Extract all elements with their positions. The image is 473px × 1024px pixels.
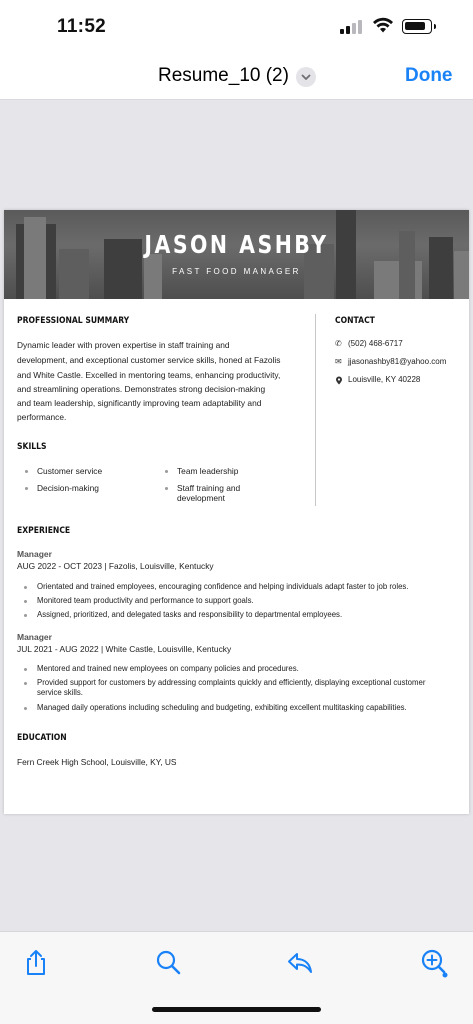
search-icon — [154, 948, 182, 976]
skills-heading: SKILLS — [17, 442, 47, 452]
skill-item-continued: development — [177, 493, 225, 503]
status-time: 11:52 — [57, 16, 107, 37]
job-bullet: Mentored and trained new employees on company policies and procedures. — [37, 664, 457, 675]
done-button[interactable]: Done — [405, 65, 453, 86]
job-title: Manager — [17, 632, 52, 642]
phone-text: (502) 468-6717 — [348, 339, 403, 348]
job-bullet: Orientated and trained employees, encouraging confidence and helping individuals adapt faster to job roles. — [37, 582, 457, 593]
job-title: Manager — [17, 549, 52, 559]
title-menu-button[interactable] — [296, 67, 316, 87]
cellular-signal-icon — [340, 20, 364, 34]
skill-item: Customer service — [37, 466, 103, 476]
share-icon — [22, 948, 50, 976]
location-pin-icon — [335, 376, 343, 384]
reply-button[interactable] — [286, 948, 314, 976]
home-indicator — [152, 1007, 321, 1012]
job-meta: AUG 2022 - OCT 2023 | Fazolis, Louisville, Kentucky — [17, 561, 214, 571]
summary-line: and streamlining operations. Demonstrates strong decision-making — [17, 384, 266, 394]
skill-item: Decision-making — [37, 483, 99, 493]
markup-icon — [420, 948, 448, 978]
summary-line: development, and exceptional customer service skills, honed at Fazolis — [17, 355, 281, 365]
status-bar — [0, 0, 473, 52]
skill-item: Team leadership — [177, 466, 239, 476]
job-bullet: Monitored team productivity and performance to support goals. — [37, 596, 457, 607]
wifi-icon — [372, 16, 394, 34]
navigation-bar — [0, 52, 473, 100]
document-title[interactable]: Resume_10 (2) — [158, 65, 289, 86]
location-text: Louisville, KY 40228 — [348, 375, 421, 384]
resume-name: JASON ASHBY — [144, 230, 329, 259]
resume-role: FAST FOOD MANAGER — [172, 267, 301, 276]
education-heading: EDUCATION — [17, 733, 67, 743]
summary-heading: PROFESSIONAL SUMMARY — [17, 316, 130, 326]
markup-button[interactable] — [420, 948, 448, 976]
skill-item: Staff training and — [177, 483, 241, 493]
job-bullet: Managed daily operations including scheduling and budgeting, exhibiting excellent multitasking capabilities. — [37, 703, 457, 714]
job-meta: JUL 2021 - AUG 2022 | White Castle, Louisville, Kentucky — [17, 644, 232, 654]
contact-heading: CONTACT — [335, 316, 375, 326]
chevron-down-icon — [296, 67, 316, 87]
education-entry: Fern Creek High School, Louisville, KY, US — [17, 757, 177, 767]
experience-heading: EXPERIENCE — [17, 526, 71, 536]
reply-icon — [286, 948, 314, 976]
header-banner-image — [4, 210, 469, 299]
job-bullet-continued: service skills. — [37, 688, 83, 697]
summary-line: and White Castle. Excelled in mentoring teams, enhancing productivity, — [17, 370, 281, 380]
job-bullet: Assigned, prioritized, and delegated tasks and responsibility to departmental employees. — [37, 610, 457, 621]
column-divider — [315, 314, 316, 506]
battery-icon — [402, 19, 432, 34]
email-text: jjasonashby81@yahoo.com — [348, 357, 447, 366]
summary-line: Dynamic leader with proven expertise in staff training and — [17, 340, 230, 350]
phone-icon: ✆ — [335, 339, 342, 348]
job-bullet: Provided support for customers by addressing complaints quickly and efficiently, displaying exceptional customer — [37, 678, 457, 689]
summary-line: performance. — [17, 412, 67, 422]
search-button[interactable] — [154, 948, 182, 976]
envelope-icon: ✉ — [335, 357, 342, 366]
summary-line: and team leadership, significantly improving team adaptability and — [17, 398, 262, 408]
resume-page — [4, 210, 469, 814]
share-button[interactable] — [22, 948, 50, 976]
